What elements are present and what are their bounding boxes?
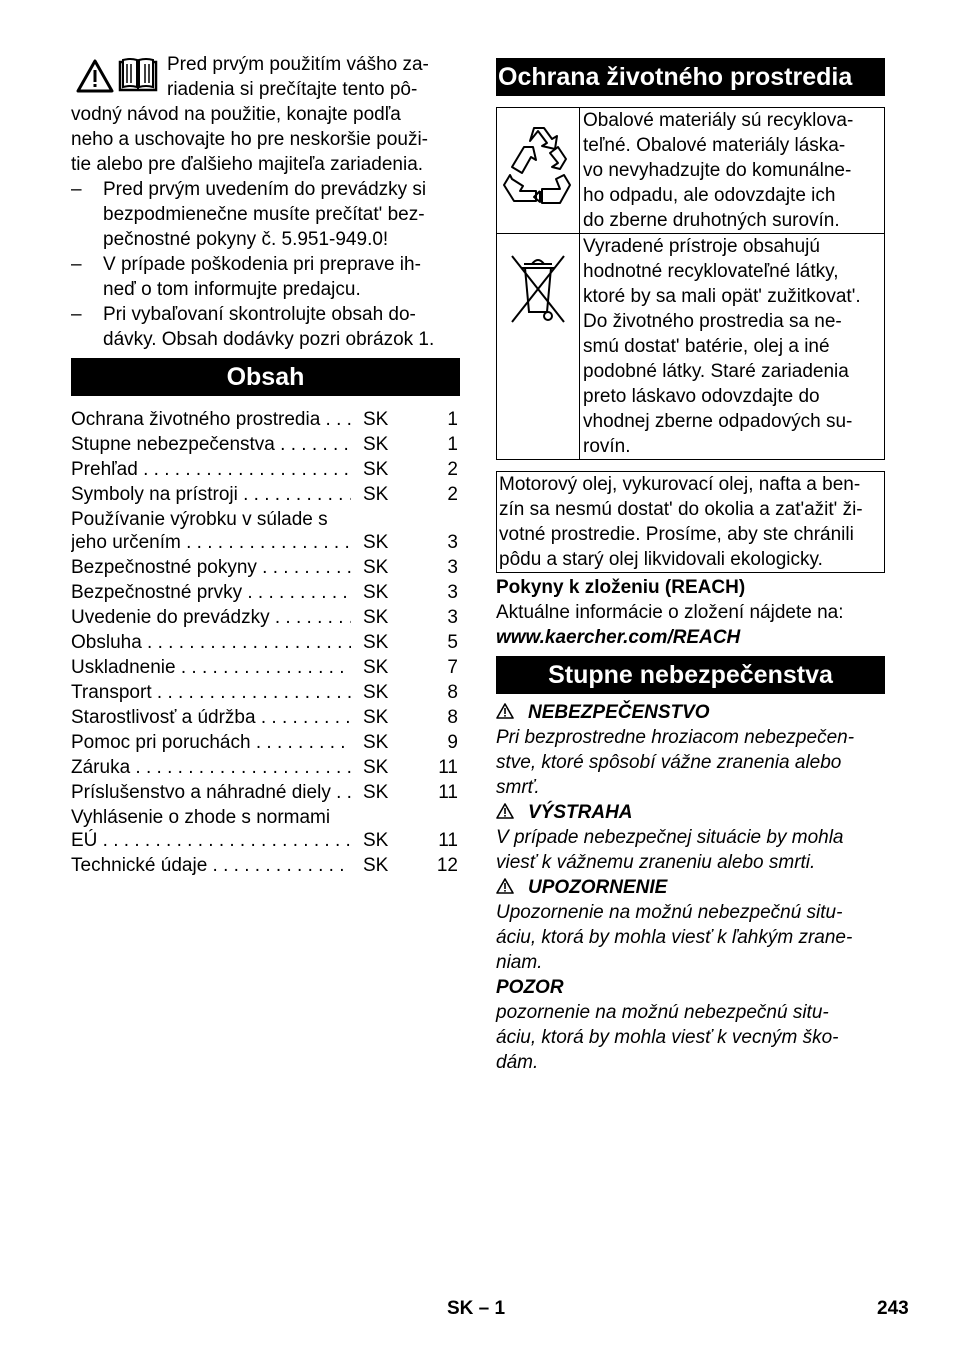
toc-entry[interactable] bbox=[71, 828, 460, 853]
toc-entry-title: Bezpečnostné pokyny . . . bbox=[71, 555, 351, 580]
hazard-description-line: stve, ktoré spôsobí vážne zranenia alebo bbox=[496, 752, 842, 773]
toc-entry-page: 11 bbox=[438, 782, 458, 803]
toc-entry-title: EÚ . . . bbox=[71, 828, 351, 853]
intro-line: vodný návod na použitie, konajte podľa bbox=[71, 104, 401, 125]
bullet-text: pečnostné pokyny č. 5.951-949.0! bbox=[103, 229, 389, 250]
toc-entry-title: Stupne nebezpečenstva . . . bbox=[71, 432, 351, 457]
reach-title: Pokyny k zloženiu (REACH) bbox=[496, 577, 746, 598]
toc-entry-title: Obsluha . . . bbox=[71, 630, 351, 655]
toc-entry-prefix: Vyhlásenie o zhode s normami bbox=[71, 807, 331, 828]
toc-entry-page: 3 bbox=[447, 532, 458, 553]
toc-entry-page: 9 bbox=[447, 732, 458, 753]
text-line: hodnotné recyklovateľné látky, bbox=[583, 261, 839, 282]
hazard-label: UPOZORNENIE bbox=[528, 877, 668, 898]
bullet-text: dávky. Obsah dodávky pozri obrázok 1. bbox=[103, 329, 435, 350]
hazard-description-line: pozornenie na možnú nebezpečnú situ- bbox=[496, 1002, 829, 1023]
intro-line: Pred prvým použitím vášho za- bbox=[167, 54, 429, 75]
bullet-text: V prípade poškodenia pri preprave ih- bbox=[103, 254, 421, 275]
bullet-text: Pred prvým uvedením do prevádzky si bbox=[103, 179, 427, 200]
hazard-label-row bbox=[496, 800, 885, 825]
hazard-description-line: Pri bezprostredne hroziacom nebezpečen- bbox=[496, 727, 855, 748]
bullet-dash: – bbox=[71, 254, 82, 275]
bullet-dash: – bbox=[71, 304, 82, 325]
toc-entry-lang: SK bbox=[363, 707, 389, 728]
hazard-heading: Stupne nebezpečenstva bbox=[496, 656, 885, 694]
hazard-description-line: V prípade nebezpečnej situácie by mohla bbox=[496, 827, 844, 848]
toc-entry[interactable] bbox=[71, 630, 460, 655]
toc-entry-title: Príslušenstvo a náhradné diely . . . bbox=[71, 780, 351, 805]
toc-entry-prefix: Používanie výrobku v súlade s bbox=[71, 509, 328, 530]
hazard-label-row bbox=[496, 875, 885, 900]
hazard-label: VÝSTRAHA bbox=[528, 802, 633, 823]
hazard-label: NEBEZPEČENSTVO bbox=[528, 702, 710, 723]
toc-entry[interactable] bbox=[71, 655, 460, 680]
text-line: podobné látky. Staré zariadenia bbox=[583, 361, 849, 382]
reach-text: Aktuálne informácie o zložení nájdete na: bbox=[496, 602, 844, 623]
bullet-dash: – bbox=[71, 179, 82, 200]
toc-entry-page: 12 bbox=[436, 855, 458, 876]
reach-link[interactable]: www.kaercher.com/REACH bbox=[496, 627, 741, 648]
toc-entry-lang: SK bbox=[363, 607, 389, 628]
text-line: pôdu a starý olej likvidovali ekologicky. bbox=[499, 549, 823, 570]
toc-entry[interactable] bbox=[71, 605, 460, 630]
toc-entry[interactable] bbox=[71, 780, 460, 805]
crossed-bin-icon bbox=[506, 310, 570, 331]
warning-triangle-icon bbox=[496, 701, 514, 717]
toc-entry-page: 5 bbox=[447, 632, 458, 653]
hazard-label-row bbox=[496, 975, 885, 1000]
toc-entry-lang: SK bbox=[363, 657, 389, 678]
toc-entry-title: Pomoc pri poruchách . . . bbox=[71, 730, 351, 755]
hazard-description-line: smrť. bbox=[496, 777, 540, 798]
toc-entry-page: 11 bbox=[438, 757, 458, 778]
toc-entry-title: Bezpečnostné prvky . . . bbox=[71, 580, 351, 605]
toc-entry-page: 1 bbox=[447, 409, 458, 430]
text-line: vhodnej zberne odpadových su- bbox=[583, 411, 853, 432]
toc-entry-title: Uskladnenie . . . bbox=[71, 655, 351, 680]
toc-entry-lang: SK bbox=[363, 632, 389, 653]
intro-line: tie alebo pre ďalšieho majiteľa zariadenia. bbox=[71, 154, 424, 175]
toc-entry-page: 3 bbox=[447, 582, 458, 603]
toc-entry-title: Ochrana životného prostredia . . . bbox=[71, 407, 351, 432]
toc-entry-page: 2 bbox=[447, 459, 458, 480]
toc-entry[interactable] bbox=[71, 730, 460, 755]
hazard-description-line: viesť k vážnemu zraneniu alebo smrti. bbox=[496, 852, 816, 873]
toc-entry-title: Záruka . . . bbox=[71, 755, 351, 780]
page-number: 243 bbox=[877, 1298, 909, 1319]
hazard-description-line: dám. bbox=[496, 1052, 539, 1073]
toc-entry[interactable] bbox=[71, 457, 460, 482]
hazard-description-line: áciu, ktorá by mohla viesť k ľahkým zrane- bbox=[496, 927, 853, 948]
hazard-description-line: Upozornenie na možnú nebezpečnú situ- bbox=[496, 902, 843, 923]
toc-entry[interactable] bbox=[71, 555, 460, 580]
toc-entry-title: Transport . . . bbox=[71, 680, 351, 705]
text-line: teľné. Obalové materiály láska- bbox=[583, 135, 846, 156]
manual-book-icon bbox=[117, 58, 159, 94]
toc-entry[interactable] bbox=[71, 755, 460, 780]
toc-entry-page: 3 bbox=[447, 557, 458, 578]
bullet-text: bezpodmienečne musíte prečítat' bez- bbox=[103, 204, 425, 225]
toc-entry-lang: SK bbox=[363, 682, 389, 703]
toc-entry-lang: SK bbox=[363, 532, 389, 553]
toc-entry-title: jeho určením . . . bbox=[71, 530, 351, 555]
warning-triangle-icon bbox=[496, 876, 514, 892]
environment-heading: Ochrana životného prostredia bbox=[496, 58, 885, 96]
toc-entry[interactable] bbox=[71, 432, 460, 457]
toc-entry[interactable] bbox=[71, 853, 460, 878]
hazard-label-row bbox=[496, 700, 885, 725]
toc-entry-title: Starostlivosť a údržba . . . bbox=[71, 705, 351, 730]
weee-cell bbox=[497, 234, 580, 460]
text-line: vo nevyhadzujte do komunálne- bbox=[583, 160, 852, 181]
bullet-text: Pri vybaľovaní skontrolujte obsah do- bbox=[103, 304, 416, 325]
toc-entry-title: Uvedenie do prevádzky . . . bbox=[71, 605, 351, 630]
text-line: Obalové materiály sú recyklova- bbox=[583, 110, 854, 131]
text-line: zín sa nesmú dostat' do okolia a zat'ažit' ži- bbox=[499, 499, 863, 520]
toc-entry[interactable] bbox=[71, 530, 460, 555]
toc-entry-page: 2 bbox=[447, 484, 458, 505]
text-line: rovín. bbox=[583, 436, 631, 457]
toc-entry-lang: SK bbox=[363, 484, 389, 505]
text-line: preto láskavo odovzdajte do bbox=[583, 386, 820, 407]
section-page-label: SK – 1 bbox=[447, 1298, 506, 1319]
oil-notice-box bbox=[496, 471, 885, 573]
toc-entry-lang: SK bbox=[363, 757, 389, 778]
toc-entry-title: Prehľad . . . bbox=[71, 457, 351, 482]
toc-entry-lang: SK bbox=[363, 409, 389, 430]
warning-triangle-icon bbox=[496, 801, 514, 817]
hazard-label: POZOR bbox=[496, 977, 564, 998]
toc-entry[interactable] bbox=[71, 407, 460, 432]
toc-entry-lang: SK bbox=[363, 582, 389, 603]
warning-triangle-icon bbox=[76, 59, 114, 93]
toc-heading: Obsah bbox=[71, 358, 460, 396]
text-line: Do životného prostredia sa ne- bbox=[583, 311, 842, 332]
toc-entry-page: 11 bbox=[438, 830, 458, 851]
toc-entry-lang: SK bbox=[363, 782, 389, 803]
toc-entry[interactable] bbox=[71, 680, 460, 705]
toc-entry-page: 8 bbox=[447, 682, 458, 703]
text-line: Motorový olej, vykurovací olej, nafta a ben- bbox=[499, 474, 861, 495]
recycle-cell bbox=[497, 108, 580, 234]
toc-entry[interactable] bbox=[71, 580, 460, 605]
toc-entry-page: 3 bbox=[447, 607, 458, 628]
intro-line: neho a uschovajte ho pre neskoršie použi- bbox=[71, 129, 429, 150]
toc-entry-page: 8 bbox=[447, 707, 458, 728]
toc-entry-lang: SK bbox=[363, 732, 389, 753]
text-line: votné prostredie. Prosíme, aby ste chránili bbox=[499, 524, 854, 545]
text-line: ktoré by sa mali opät' zužitkovat'. bbox=[583, 286, 861, 307]
text-line: ho odpadu, ale odovzdajte ich bbox=[583, 185, 836, 206]
text-line: smú dostat' batérie, olej a iné bbox=[583, 336, 830, 357]
toc-entry-lang: SK bbox=[363, 855, 389, 876]
hazard-description-line: áciu, ktorá by mohla viesť k vecným ško- bbox=[496, 1027, 839, 1048]
toc-entry-page: 1 bbox=[447, 434, 458, 455]
packaging-text-cell bbox=[580, 108, 885, 234]
toc-entry-lang: SK bbox=[363, 434, 389, 455]
toc-entry-lang: SK bbox=[363, 830, 389, 851]
text-line: Vyradené prístroje obsahujú bbox=[583, 236, 820, 257]
text-line: do zberne druhotných surovín. bbox=[583, 210, 840, 231]
toc-entry-page: 7 bbox=[447, 657, 458, 678]
toc-entry-lang: SK bbox=[363, 459, 389, 480]
intro-line: riadenia si prečítajte tento pô- bbox=[167, 79, 418, 100]
toc-entry-lang: SK bbox=[363, 557, 389, 578]
environment-table bbox=[496, 107, 885, 460]
toc-entry-title: Technické údaje . . . bbox=[71, 853, 351, 878]
recycle-icon bbox=[500, 191, 576, 212]
toc-entry-title: Symboly na prístroji . . . bbox=[71, 482, 351, 507]
hazard-description-line: niam. bbox=[496, 952, 543, 973]
old-devices-text-cell bbox=[580, 234, 885, 460]
toc-entry[interactable] bbox=[71, 705, 460, 730]
toc-entry[interactable] bbox=[71, 482, 460, 507]
bullet-text: neď o tom informujte predajcu. bbox=[103, 279, 361, 300]
